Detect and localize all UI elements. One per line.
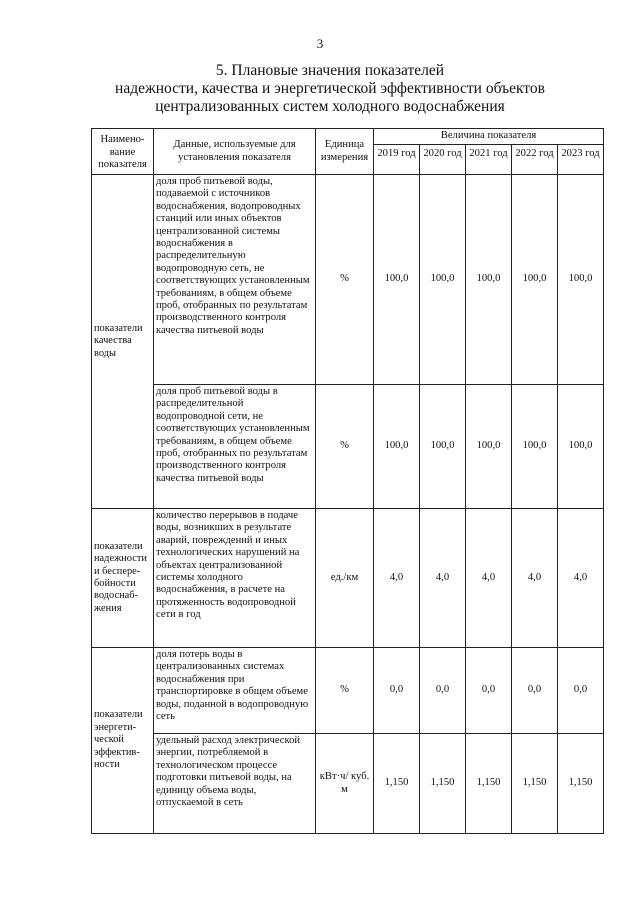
title-line-2: надежности, качества и энергетической эффективности объектов (115, 80, 545, 97)
header-year: 2022 год (512, 145, 558, 175)
group-name-reliability: показатели надежности и беспере- бойности водоснаб- жения (92, 509, 154, 648)
value-cell: 1,150 (466, 734, 512, 834)
header-data: Данные, используемые для установления показателя (154, 129, 316, 175)
value-cell: 100,0 (420, 175, 466, 385)
indicator-unit: % (316, 648, 374, 734)
group-name-energy-efficiency: показатели энергети- ческой эффектив- ности (92, 648, 154, 834)
indicators-table (91, 128, 604, 834)
value-cell: 100,0 (558, 175, 604, 385)
indicator-data: доля проб питьевой воды в распределительной водопроводной сети, не соответствующих установленным требованиям, в общем объеме проб, отобранных по результатам производственного контроля качества питьевой воды (154, 385, 316, 509)
header-name: Наимено- вание показателя (92, 129, 154, 175)
table-row (92, 175, 604, 385)
header-year: 2020 год (420, 145, 466, 175)
page-number: 3 (316, 36, 324, 51)
indicator-unit: % (316, 385, 374, 509)
value-cell: 100,0 (420, 385, 466, 509)
header-year: 2019 год (374, 145, 420, 175)
header-year: 2023 год (558, 145, 604, 175)
value-cell: 4,0 (420, 509, 466, 648)
header-unit: Единица измерения (316, 129, 374, 175)
value-cell: 100,0 (374, 175, 420, 385)
title-line-3: централизованных систем холодного водоснабжения (155, 98, 505, 115)
document-title (60, 62, 600, 116)
value-cell: 4,0 (466, 509, 512, 648)
value-cell: 100,0 (558, 385, 604, 509)
value-cell: 100,0 (374, 385, 420, 509)
value-cell: 0,0 (512, 648, 558, 734)
table-row (92, 648, 604, 734)
header-values-group: Величина показателя (374, 129, 604, 145)
value-cell: 1,150 (558, 734, 604, 834)
table-row (92, 509, 604, 648)
value-cell: 1,150 (374, 734, 420, 834)
value-cell: 0,0 (558, 648, 604, 734)
value-cell: 0,0 (374, 648, 420, 734)
value-cell: 4,0 (512, 509, 558, 648)
title-line-1: 5. Плановые значения показателей (215, 62, 445, 79)
value-cell: 100,0 (466, 175, 512, 385)
indicator-unit: кВт·ч/ куб. м (316, 734, 374, 834)
indicator-data: удельный расход электрической энергии, потребляемой в технологическом процессе подготовки питьевой воды, на единицу объема воды, отпускаемой в сеть (154, 734, 316, 834)
table-row (92, 385, 604, 509)
indicator-data: количество перерывов в подаче воды, возникших в результате аварий, повреждений и иных технологических нарушений на объектах централизованной системы холодного водоснабжения, в расчете на протяженность водопроводной сети в год (154, 509, 316, 648)
indicator-data: доля проб питьевой воды, подаваемой с источников водоснабжения, водопроводных станций или иных объектов централизованной системы водоснабжения в распределительную водопроводную сеть, не соответствующих установленным требованиям, в общем объеме проб, отобранных по результатам производственного контроля качества питьевой воды (154, 175, 316, 385)
indicator-unit: ед./км (316, 509, 374, 648)
table-row (92, 734, 604, 834)
header-year: 2021 год (466, 145, 512, 175)
value-cell: 4,0 (558, 509, 604, 648)
value-cell: 1,150 (420, 734, 466, 834)
value-cell: 0,0 (466, 648, 512, 734)
value-cell: 0,0 (420, 648, 466, 734)
group-name-water-quality: показатели качества воды (92, 175, 154, 509)
value-cell: 4,0 (374, 509, 420, 648)
value-cell: 100,0 (466, 385, 512, 509)
value-cell: 1,150 (512, 734, 558, 834)
value-cell: 100,0 (512, 385, 558, 509)
indicator-data: доля потерь воды в централизованных системах водоснабжения при транспортировке в общем объеме воды, поданной в водопроводную сеть (154, 648, 316, 734)
indicator-unit: % (316, 175, 374, 385)
value-cell: 100,0 (512, 175, 558, 385)
